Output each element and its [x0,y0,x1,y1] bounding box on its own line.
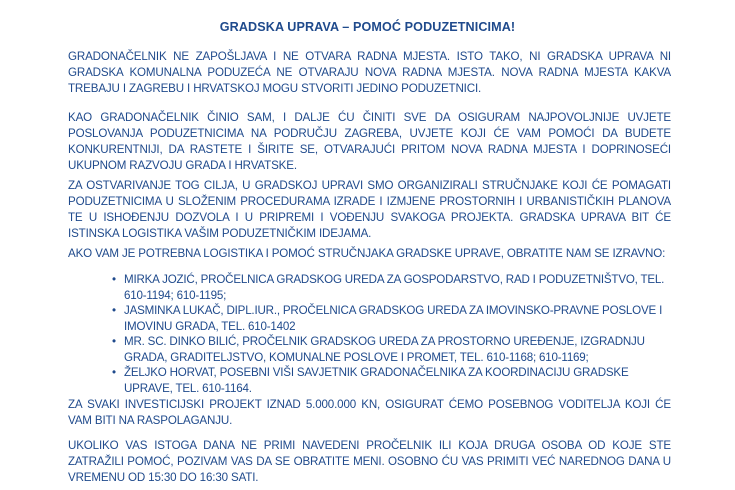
contact-text: MIRKA JOZIĆ, PROČELNICA GRADSKOG UREDA ZA GOSPODARSTVO, RAD I PODUZETNIŠTVO, TEL. 610-1194; 610-1195; [124,273,665,302]
contact-text: ŽELJKO HORVAT, POSEBNI VIŠI SAVJETNIK GRADONAČELNIKA ZA KOORDINACIJU GRADSKE UPRAVE, TEL. 610-1164. [124,366,629,395]
paragraph-organization: ZA OSTVARIVANJE TOG CILJA, U GRADSKOJ UPRAVI SMO ORGANIZIRALI STRUČNJAKE KOJI ĆE POMAGATI PODUZETNICIMA U SLOŽENIM PROCEDURAMA IZRADE I IZMJENE PROSTORNIH I URBANISTIČKIH PLANOVA TE U ISHOĐENJU DOZVOLA I U PRIPREMI I VOĐENJU SVAKOGA PROJEKTA. GRADSKA UPRAVA BIT ĆE ISTINSKA LOGISTIKA VAŠIM PODUZETNIČKIM IDEJAMA. [68,179,671,240]
bullet-icon: • [112,304,116,317]
bullet-icon: • [112,366,116,379]
paragraph-personal-meeting: UKOLIKO VAS ISTOGA DANA NE PRIMI NAVEDENI PROČELNIK ILI KOJA DRUGA OSOBA OD KOJE STE ZATRAŽILI POMOĆ, POZIVAM VAS DA SE OBRATITE MENI. OSOBNO ĆU VAS PRIMITI VEĆ NAREDNOG DANA U VREMENU OD 15:30 DO 16:30 SATI. [68,439,671,484]
contact-item [112,272,674,303]
paragraph-contact-lead: AKO VAM JE POTREBNA LOGISTIKA I POMOĆ STRUČNJAKA GRADSKE UPRAVE, OBRATITE NAM SE IZRAVNO: [68,247,666,260]
bullet-icon: • [112,273,116,286]
contact-item [112,303,674,334]
paragraph-intro: GRADONAČELNIK NE ZAPOŠLJAVA I NE OTVARA RADNA MJESTA. ISTO TAKO, NI GRADSKA UPRAVA NI GRADSKA KOMUNALNA PODUZEĆA NE OTVARAJU NOVA RADNA MJESTA. NOVA RADNA MJESTA KAKVA TREBAJU I ZAGREBU I HRVATSKOJ MOGU STVORITI JEDINO PODUZETNICI. [68,50,671,95]
paragraph-commitment: KAO GRADONAČELNIK ČINIO SAM, I DALJE ĆU ČINITI SVE DA OSIGURAM NAJPOVOLJNIJE UVJETE POSLOVANJA PODUZETNICIMA NA PODRUČJU ZAGREBA, UVJETE KOJI ĆE VAM POMOĆI DA BUDETE KONKURENTNIJI, DA RASTETE I ŠIRITE SE, OTVARAJUĆI PRITOM NOVA RADNA MJESTA I DOPRINOSEĆI UKUPNOM RAZVOJU GRADA I HRVATSKE. [68,111,671,172]
contact-text: MR. SC. DINKO BILIĆ, PROČELNIK GRADSKOG UREDA ZA PROSTORNO UREĐENJE, IZGRADNJU GRADA, GRADITELJSTVO, KOMUNALNE POSLOVE I PROMET, TEL. 610-1168; 610-1169; [124,335,645,364]
contact-text: JASMINKA LUKAČ, DIPL.IUR., PROČELNICA GRADSKOG UREDA ZA IMOVINSKO-PRAVNE POSLOVE I IMOVINU GRADA, TEL. 610-1402 [124,304,663,333]
paragraph-investment: ZA SVAKI INVESTICIJSKI PROJEKT IZNAD 5.000.000 KN, OSIGURAT ĆEMO POSEBNOG VODITELJA KOJI ĆE VAM BITI NA RASPOLAGANJU. [68,398,671,427]
contact-list [112,272,674,396]
bullet-icon: • [112,335,116,348]
contact-item [112,365,674,396]
document-title: GRADSKA UPRAVA – POMOĆ PODUZETNICIMA! [219,20,516,34]
contact-item [112,334,674,365]
